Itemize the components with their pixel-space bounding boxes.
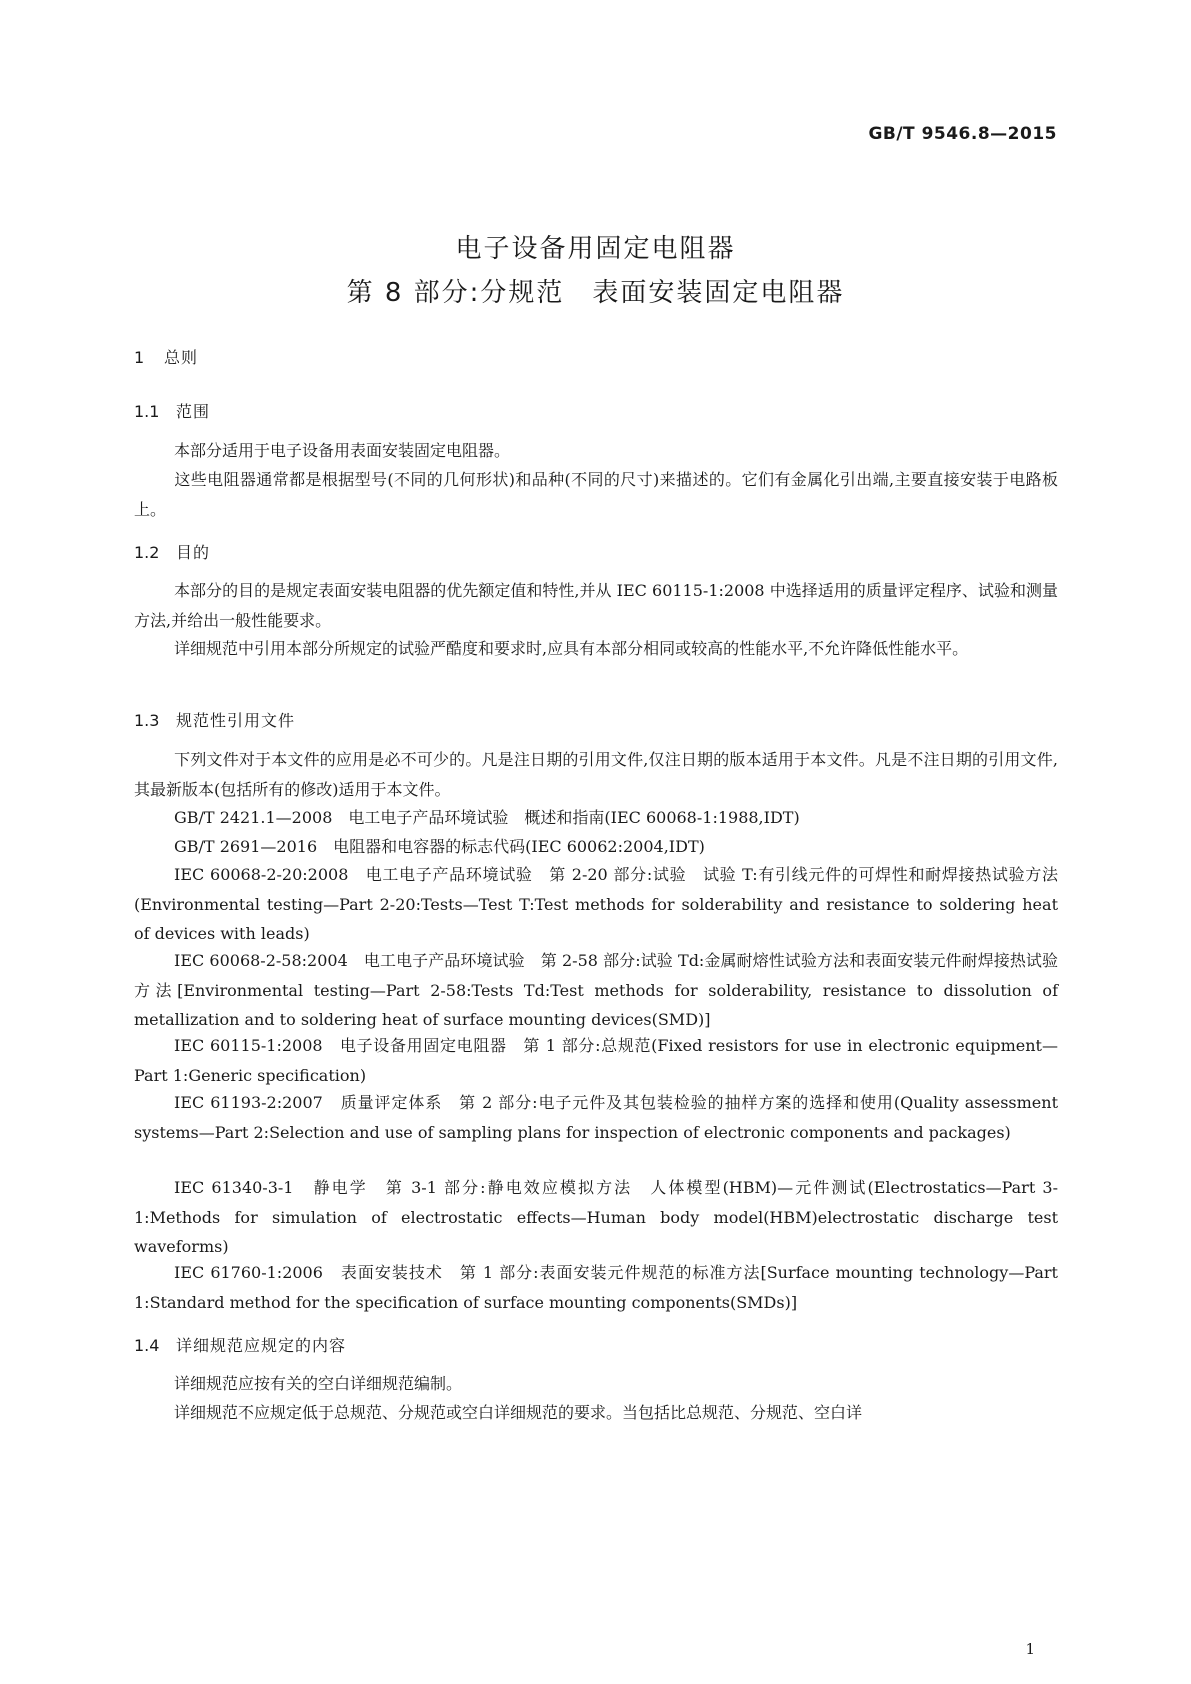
section-title: 详细规范应规定的内容 xyxy=(176,1336,347,1355)
section-1-4-heading xyxy=(134,1333,346,1356)
document-title-line2: 第 8 部分:分规范 表面安装固定电阻器 xyxy=(346,278,845,308)
reference-item: GB/T 2691—2016 电阻器和电容器的标志代码(IEC 60062:2004,IDT) xyxy=(174,837,705,856)
paragraph: 本部分适用于电子设备用表面安装固定电阻器。 xyxy=(174,441,511,460)
reference-item: IEC 60115-1:2008 电子设备用固定电阻器 第 1 部分:总规范(Fixed resistors for use in electronic equipment—Part 1:Generic specification) xyxy=(134,1036,1058,1085)
section-number: 1 xyxy=(134,348,145,367)
section-number: 1.1 xyxy=(134,402,160,421)
reference-item: IEC 60068-2-58:2004 电工电子产品环境试验 第 2-58 部分:试验 Td:金属耐熔性试验方法和表面安装元件耐焊接热试验方法[Environmental testing—Part 2-58:Tests Td:Test methods for solderability, resistance to dissolution of metallization and to soldering heat of surface mounting devices(SMD)] xyxy=(134,951,1058,1029)
reference-item: IEC 61760-1:2006 表面安装技术 第 1 部分:表面安装元件规范的标准方法[Surface mounting technology—Part 1:Standard method for the specification of surface mounting components(SMDs)] xyxy=(134,1263,1058,1312)
reference-item: IEC 60068-2-20:2008 电工电子产品环境试验 第 2-20 部分:试验 试验 T:有引线元件的可焊性和耐焊接热试验方法(Environmental testing—Part 2-20:Tests—Test T:Test methods for solderability and resistance to soldering heat of devices with leads) xyxy=(134,865,1058,943)
reference-item: GB/T 2421.1—2008 电工电子产品环境试验 概述和指南(IEC 60068-1:1988,IDT) xyxy=(174,808,800,827)
paragraph: 本部分的目的是规定表面安装电阻器的优先额定值和特性,并从 IEC 60115-1:2008 中选择适用的质量评定程序、试验和测量方法,并给出一般性能要求。 xyxy=(134,581,1058,630)
standard-code: GB/T 9546.8—2015 xyxy=(868,124,1057,144)
paragraph: 下列文件对于本文件的应用是必不可少的。凡是注日期的引用文件,仅注日期的版本适用于本文件。凡是不注日期的引用文件,其最新版本(包括所有的修改)适用于本文件。 xyxy=(134,750,1058,799)
document-title-line1: 电子设备用固定电阻器 xyxy=(455,234,736,264)
paragraph: 详细规范不应规定低于总规范、分规范或空白详细规范的要求。当包括比总规范、分规范、空白详 xyxy=(174,1403,863,1422)
section-title: 目的 xyxy=(176,543,211,562)
reference-item: IEC 61340-3-1 静电学 第 3-1 部分:静电效应模拟方法 人体模型(HBM)—元件测试(Electrostatics—Part 3-1:Methods for simulation of electrostatic effects—Human body model(HBM)electrostatic discharge test waveforms) xyxy=(134,1178,1058,1256)
section-number: 1.4 xyxy=(134,1336,160,1355)
reference-item: IEC 61193-2:2007 质量评定体系 第 2 部分:电子元件及其包装检验的抽样方案的选择和使用(Quality assessment systems—Part 2:Selection and use of sampling plans for inspection of electronic components and packages) xyxy=(134,1093,1058,1142)
page-number: 1 xyxy=(1025,1640,1035,1658)
paragraph: 详细规范中引用本部分所规定的试验严酷度和要求时,应具有本部分相同或较高的性能水平,不允许降低性能水平。 xyxy=(174,639,969,658)
paragraph: 详细规范应按有关的空白详细规范编制。 xyxy=(174,1374,463,1393)
section-number: 1.2 xyxy=(134,543,160,562)
section-1-2-heading xyxy=(134,540,210,563)
section-1-1-heading xyxy=(134,399,210,422)
section-1-3-heading xyxy=(134,708,295,731)
section-title: 总则 xyxy=(164,348,199,367)
section-1-heading xyxy=(134,345,198,368)
section-number: 1.3 xyxy=(134,711,160,730)
section-title: 范围 xyxy=(176,402,211,421)
section-title: 规范性引用文件 xyxy=(176,711,296,730)
paragraph: 这些电阻器通常都是根据型号(不同的几何形状)和品种(不同的尺寸)来描述的。它们有金属化引出端,主要直接安装于电路板上。 xyxy=(134,470,1058,519)
